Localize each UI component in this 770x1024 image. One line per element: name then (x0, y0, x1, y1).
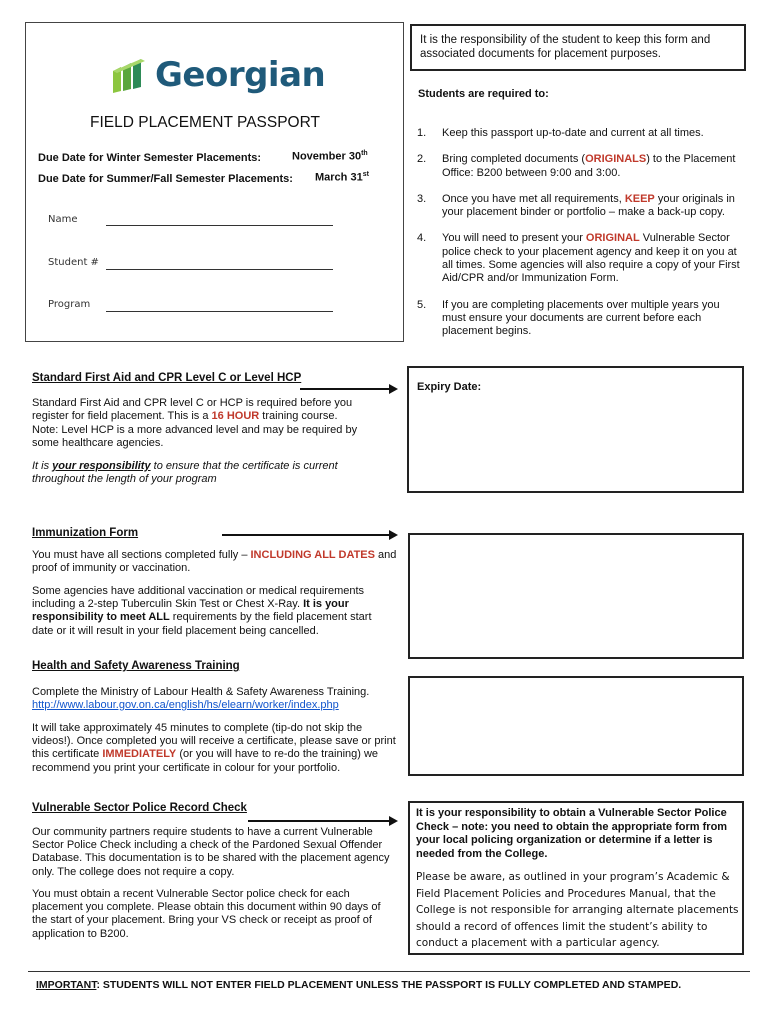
winter-due-label: Due Date for Winter Semester Placements: (38, 152, 262, 164)
requirement-item: 1. Keep this passport up-to-date and current at all times. (417, 127, 704, 139)
first-aid-arrow (300, 388, 396, 390)
requirement-item: 5. If you are completing placements over multiple years you must ensure your documents are current before each placement begins. (417, 298, 720, 338)
first-aid-p1: Standard First Aid and CPR level C or HCP is required before you register for field placement. This is a 16 HOUR training course. (32, 397, 353, 423)
requirement-item: 2. Bring completed documents (ORIGINALS) to the Placement Office: B200 between 9:00 and 3:00. (417, 153, 736, 179)
student-number-label: Student # (48, 257, 99, 268)
first-aid-p3: It is your responsibility to ensure that the certificate is current throughout the length of your program (32, 460, 338, 486)
georgian-logo-icon (111, 57, 151, 95)
police-check-box-text: Please be aware, as outlined in your program’s Academic & Field Placement Policies and Procedures Manual, that the College is not responsible for arranging alternate placements should a record of offences limit the student’s ability to conduct a placement with a particular agency. (416, 871, 739, 949)
police-check-title: Vulnerable Sector Police Record Check (32, 802, 247, 814)
footer-important: IMPORTANT: STUDENTS WILL NOT ENTER FIELD PLACEMENT UNLESS THE PASSPORT IS FULLY COMPLETED AND STAMPED. (36, 979, 682, 991)
responsibility-notice-text: It is the responsibility of the student to keep this form and associated documents for placement purposes. (420, 34, 711, 60)
winter-due-date: November 30th (292, 150, 368, 163)
health-safety-title: Health and Safety Awareness Training (32, 660, 240, 672)
first-aid-stamp-box (407, 366, 744, 493)
health-safety-stamp-box (408, 676, 744, 776)
immunization-arrow (222, 534, 396, 536)
required-heading: Students are required to: (418, 88, 549, 100)
first-aid-title: Standard First Aid and CPR Level C or Level HCP (32, 372, 302, 384)
police-check-p1: Our community partners require students to have a current Vulnerable Sector Police Check including a check of the Pardoned Sexual Offender Database. This documentation is to be shared with the placement agency only. The college does not require a copy. (32, 826, 390, 878)
responsibility-notice-box (410, 24, 746, 71)
summer-due-date: March 31st (315, 171, 369, 184)
georgian-logo (111, 51, 326, 101)
police-check-box (408, 801, 744, 955)
summer-due-label: Due Date for Summer/Fall Semester Placements: (38, 173, 293, 185)
page-title: FIELD PLACEMENT PASSPORT (90, 114, 320, 131)
police-check-p2: You must obtain a recent Vulnerable Sector police check for each placement you complete. Please obtain this document within 90 days of the start of your placement. Bring your VS check or receipt as proof of application to B200. (32, 888, 381, 940)
footer-rule (28, 971, 750, 972)
name-field[interactable] (106, 225, 333, 226)
immunization-stamp-box (408, 533, 744, 659)
immunization-title: Immunization Form (32, 527, 139, 539)
police-check-box-bold: It is your responsibility to obtain a Vulnerable Sector Police Check – note: you need to obtain the appropriate form from your local policing organization or determine if a letter is needed from the College. (416, 807, 728, 860)
program-field[interactable] (106, 311, 333, 312)
passport-header-box (25, 22, 404, 342)
health-safety-link[interactable]: http://www.labour.gov.on.ca/english/hs/elearn/worker/index.php (32, 699, 339, 711)
police-check-arrow (248, 820, 396, 822)
student-number-field[interactable] (106, 269, 333, 270)
program-label: Program (48, 299, 91, 310)
immunization-p1: You must have all sections completed fully – INCLUDING ALL DATES and proof of immunity or vaccination. (32, 549, 397, 575)
expiry-date-label: Expiry Date: (417, 381, 482, 393)
requirements-list (417, 127, 743, 339)
health-safety-p2: It will take approximately 45 minutes to complete (tip-do not skip the videos!). Once completed you will receive a certificate, please save or print this certificate IMMEDIATELY (or you will have to re-do the training) we recommend you print your certificate in colour for your portfolio. (32, 722, 396, 774)
immunization-p2: Some agencies have additional vaccination or medical requirements including a 2-step Tuberculin Skin Test or Chest X-Ray. It is your responsibility to meet ALL requirements by the field placement start date or it will result in your field placement being cancelled. (32, 585, 372, 637)
logo-wordmark: Georgian (155, 55, 326, 95)
requirement-item: 3. Once you have met all requirements, KEEP your originals in your placement binder or portfolio – make a back-up copy. (417, 192, 735, 219)
name-label: Name (48, 214, 78, 225)
requirement-item: 4. You will need to present your ORIGINAL Vulnerable Sector police check to your placement agency and keep it on you at all times. Some agencies will also require a copy of your First Aid/CPR and/or Immunization Form. (417, 232, 740, 285)
health-safety-p1: Complete the Ministry of Labour Health & Safety Awareness Training. (32, 686, 370, 698)
first-aid-p2: Note: Level HCP is a more advanced level and may be required by some healthcare agencies. (32, 424, 358, 450)
